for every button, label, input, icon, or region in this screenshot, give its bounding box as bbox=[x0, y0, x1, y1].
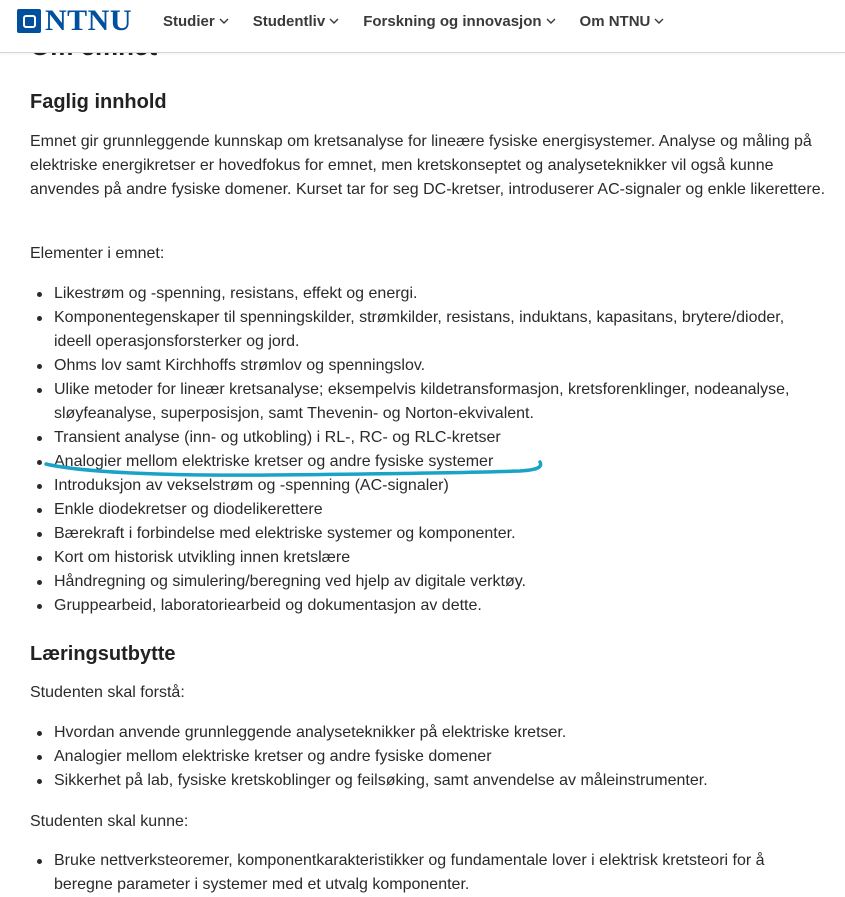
list-item: Komponentegenskaper til spenningskilder, strømkilder, resistans, induktans, kapasitans, brytere/dioder, ideell operasjonsforsterker og jord. bbox=[30, 306, 810, 354]
list-item: Bærekraft i forbindelse med elektriske systemer og komponenter. bbox=[30, 522, 810, 546]
list-item: Introduksjon av vekselstrøm og -spenning (AC-signaler) bbox=[30, 474, 810, 498]
nav-item-studier[interactable] bbox=[163, 13, 229, 30]
chevron-down-icon bbox=[329, 18, 339, 25]
list-item: Sikkerhet på lab, fysiske kretskoblinger og feilsøking, samt anvendelse av måleinstrumenter. bbox=[30, 769, 810, 793]
list-item: Ulike metoder for lineær kretsanalyse; eksempelvis kildetransformasjon, kretsforenklinger, nodeanalyse, sløyfeanalyse, superposisjon, samt Thevenin- og Norton-ekvivalent. bbox=[30, 378, 810, 426]
list-item: Enkle diodekretser og diodelikerettere bbox=[30, 498, 810, 522]
elements-label: Elementer i emnet: bbox=[30, 245, 165, 262]
list-item: Analogier mellom elektriske kretser og andre fysiske domener bbox=[30, 745, 810, 769]
main-nav bbox=[163, 10, 664, 32]
chevron-down-icon bbox=[654, 18, 664, 25]
nav-item-label: Om NTNU bbox=[579, 12, 651, 30]
understand-list bbox=[30, 721, 810, 793]
list-item: Gruppearbeid, laboratoriearbeid og dokumentasjon av dette. bbox=[30, 594, 810, 618]
nav-item-label: Forskning og innovasjon bbox=[363, 12, 542, 30]
nav-item-forskning[interactable] bbox=[363, 13, 555, 30]
course-intro-text: Emnet gir grunnleggende kunnskap om kretsanalyse for lineære fysiske energisystemer. Analyse og måling på elektriske energikretser er hovedfokus for emnet, men kretskonseptet og analyseteknikker vil også kunne anvendes på andre fysiske domener. Kurset tar for seg DC-kretser, introduserer AC-signaler og enkle likerettere. bbox=[30, 133, 826, 198]
ntnu-logo[interactable] bbox=[17, 6, 132, 36]
site-header bbox=[0, 0, 845, 53]
heading-faglig-innhold: Faglig innhold bbox=[30, 91, 167, 113]
nav-item-label: Studentliv bbox=[252, 12, 326, 30]
logo-text: NTNU bbox=[45, 4, 133, 37]
nav-item-studentliv[interactable] bbox=[253, 13, 340, 30]
can-label: Studenten skal kunne: bbox=[30, 813, 189, 830]
heading-laeringsutbytte: Læringsutbytte bbox=[30, 643, 176, 665]
can-list bbox=[30, 849, 810, 897]
list-item: Kort om historisk utvikling innen kretslære bbox=[30, 546, 810, 570]
list-item: Transient analyse (inn- og utkobling) i RL-, RC- og RLC-kretser bbox=[30, 426, 810, 450]
list-item: Ohms lov samt Kirchhoffs strømlov og spenningslov. bbox=[30, 354, 810, 378]
list-item: Likestrøm og -spenning, resistans, effekt og energi. bbox=[30, 282, 810, 306]
list-item: Bruke nettverksteoremer, komponentkarakteristikker og fundamentale lover i elektrisk kretsteori for å beregne parameter i systemer med et utvalg komponenter. bbox=[30, 849, 810, 897]
list-item: Håndregning og simulering/beregning ved hjelp av digitale verktøy. bbox=[30, 570, 810, 594]
list-item: Analogier mellom elektriske kretser og andre fysiske systemer bbox=[30, 450, 810, 474]
understand-label: Studenten skal forstå: bbox=[30, 684, 185, 701]
course-elements-list bbox=[30, 282, 810, 618]
chevron-down-icon bbox=[546, 18, 556, 25]
list-item: Hvordan anvende grunnleggende analyseteknikker på elektriske kretser. bbox=[30, 721, 810, 745]
nav-item-label: Studier bbox=[163, 12, 215, 30]
chevron-down-icon bbox=[219, 18, 229, 25]
ntnu-logo-mark-icon bbox=[17, 9, 41, 33]
nav-item-om-ntnu[interactable] bbox=[580, 13, 665, 30]
